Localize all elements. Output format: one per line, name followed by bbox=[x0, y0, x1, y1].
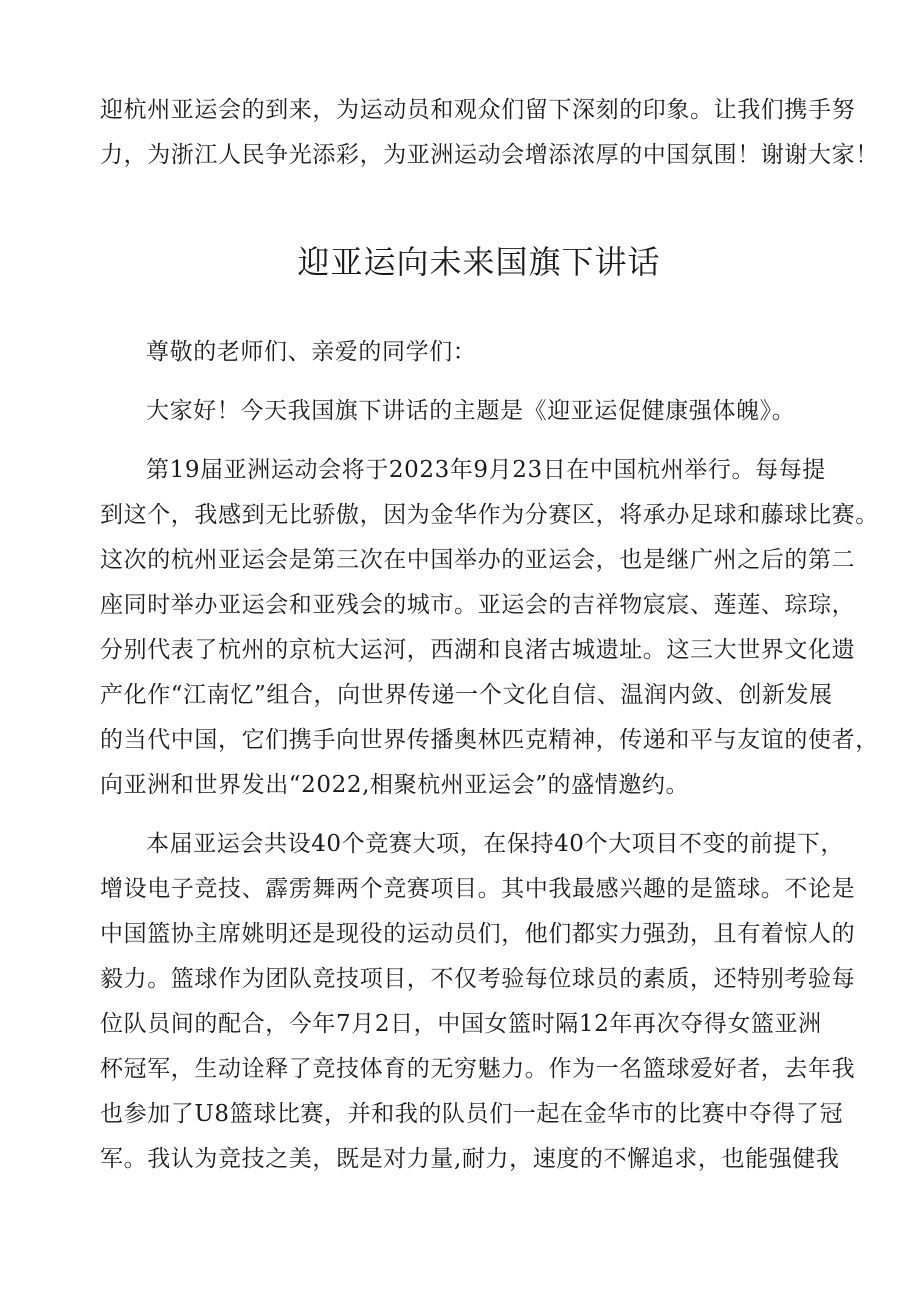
paragraph-line: 产化作“江南忆”组合，向世界传递一个文化自信、温润内敛、创新发展 bbox=[100, 682, 833, 708]
paragraph-line: 中国篮协主席姚明还是现役的运动员们，他们都实力强劲，且有着惊人的 bbox=[100, 921, 856, 947]
paragraph-line: 座同时举办亚运会和亚残会的城市。亚运会的吉祥物宸宸、莲莲、琮琮， bbox=[100, 592, 856, 618]
paragraph-line: 这次的杭州亚运会是第三次在中国举办的亚运会，也是继广州之后的第二 bbox=[100, 547, 856, 573]
paragraph-line: 本届亚运会共设40个竞赛大项，在保持40个大项目不变的前提下， bbox=[146, 831, 845, 857]
intro-line: 力，为浙江人民争光添彩，为亚洲运动会增添浓厚的中国氛围！谢谢大家！ bbox=[100, 142, 879, 168]
intro-paragraph bbox=[100, 88, 879, 178]
paragraph-1 bbox=[100, 448, 879, 808]
paragraph-line: 分别代表了杭州的京杭大运河，西湖和良渚古城遗址。这三大世界文化遗 bbox=[100, 637, 856, 663]
paragraph-line: 到这个，我感到无比骄傲，因为金华作为分赛区，将承办足球和藤球比赛。 bbox=[100, 502, 879, 528]
paragraph-line: 的当代中国，它们携手向世界传播奥林匹克精神，传递和平与友谊的使者， bbox=[100, 727, 879, 753]
paragraph-line: 向亚洲和世界发出“2022,相聚杭州亚运会”的盛情邀约。 bbox=[100, 772, 690, 798]
paragraph-line: 军。我认为竞技之美，既是对力量,耐力，速度的不懈追求，也能强健我 bbox=[100, 1146, 840, 1172]
document-page bbox=[100, 88, 879, 1182]
intro-line: 迎杭州亚运会的到来，为运动员和观众们留下深刻的印象。让我们携手努 bbox=[100, 97, 856, 123]
paragraph-line: 位队员间的配合，今年7月2日，中国女篮时隔12年再次夺得女篮亚洲 bbox=[100, 1011, 822, 1037]
greeting: 大家好！今天我国旗下讲话的主题是《迎亚运促健康强体魄》。 bbox=[146, 398, 796, 424]
paragraph-line: 杯冠军，生动诠释了竞技体育的无穷魅力。作为一名篮球爱好者，去年我 bbox=[100, 1056, 856, 1082]
paragraph-line: 也参加了U8篮球比赛，并和我的队员们一起在金华市的比赛中夺得了冠 bbox=[100, 1101, 844, 1127]
salutation: 尊敬的老师们、亲爱的同学们： bbox=[146, 339, 477, 365]
paragraph-line: 毅力。篮球作为团队竞技项目，不仅考验每位球员的素质，还特别考验每 bbox=[100, 966, 856, 992]
page-title: 迎亚运向未来国旗下讲话 bbox=[297, 243, 661, 281]
paragraph-line: 增设电子竞技、霹雳舞两个竞赛项目。其中我最感兴趣的是篮球。不论是 bbox=[100, 876, 856, 902]
paragraph-2 bbox=[100, 822, 858, 1182]
paragraph-line: 第19届亚洲运动会将于2023年9月23日在中国杭州举行。每每提 bbox=[146, 457, 826, 483]
